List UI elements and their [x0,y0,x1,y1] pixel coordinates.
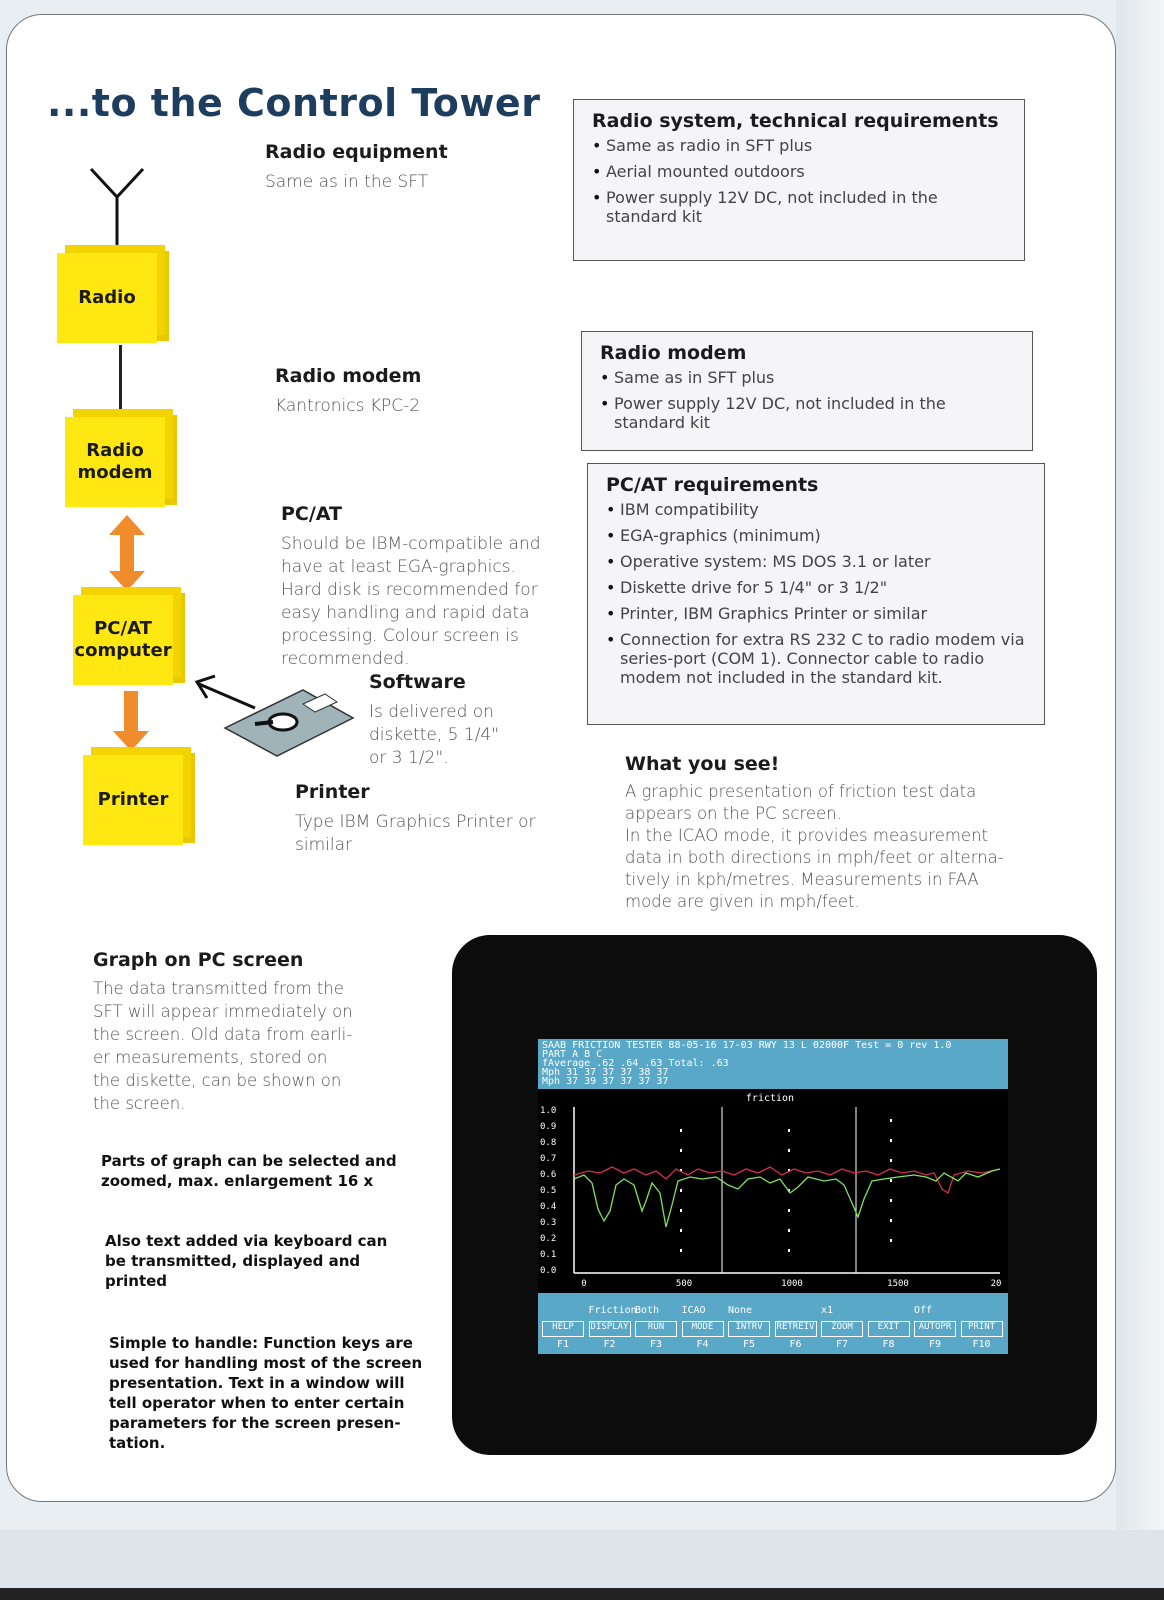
x-tick-label: 0 [581,1279,587,1289]
wys-line: A graphic presentation of friction test data [625,782,977,801]
radio-equipment-heading: Radio equipment [265,141,448,163]
pc-block-label-1: PC/AT [94,618,152,639]
pcat-req-item: • Printer, IBM Graphics Printer or similar [606,604,1026,623]
down-arrow-icon [111,691,151,753]
x-tick-label: 1000 [781,1279,803,1289]
pcat-line: recommended. [281,649,410,669]
function-key-state: x1 [821,1305,834,1316]
graph-line: the screen. Old data from earli- [93,1025,353,1044]
pc-screen [538,1039,1008,1354]
graph-text [93,977,353,1115]
y-tick-label: 0.0 [540,1266,557,1276]
function-key-state: None [728,1305,753,1316]
page-title: ...to the Control Tower [47,81,541,125]
pcat-line: Should be IBM-compatible and [281,534,541,554]
function-key-button[interactable]: RETREIV [775,1321,817,1337]
wys-line: data in both directions in mph/feet or alterna- [625,848,1004,867]
function-key-number: F3 [649,1339,663,1350]
y-tick-label: 0.8 [540,1138,557,1148]
function-key-button[interactable]: ZOOM [821,1321,863,1337]
function-key-button[interactable]: PRINT [961,1321,1003,1337]
note-line: tell operator when to enter certain [109,1394,405,1412]
pcat-req-item: • EGA-graphics (minimum) [606,526,1026,545]
pcat-req-item: • IBM compatibility [606,500,1026,519]
function-key-button[interactable]: INTRV [728,1321,770,1337]
screen-header-line: fAverage .62 .64 .63 Total: .63 [542,1058,729,1069]
function-key-button[interactable]: EXIT [868,1321,910,1337]
pc-block-label-2: computer [74,640,172,661]
function-key-button[interactable]: AUTOPR [914,1321,956,1337]
radio-system-item: • Aerial mounted outdoors [592,162,1006,181]
radio-block [57,253,157,343]
wys-line: tively in kph/metres. Measurements in FAA [625,870,979,889]
function-key-number: F6 [789,1339,802,1350]
printer-block-label: Printer [97,789,169,810]
pcat-line: processing. Colour screen is [281,626,519,646]
what-you-see-text [625,781,1004,913]
modem-block-label-2: modem [77,462,153,483]
pcat-requirements-heading: PC/AT requirements [606,474,819,496]
note-line: Parts of graph can be selected and [101,1152,397,1170]
software-text [369,701,499,770]
note-line: printed [105,1272,168,1290]
radio-equipment-text: Same as in the SFT [265,172,429,192]
note-line: be transmitted, displayed and [105,1252,361,1270]
function-key-state: Both [635,1305,660,1316]
function-key-number: F8 [882,1339,895,1350]
graph-line: the screen. [93,1094,186,1113]
y-tick-label: 0.1 [540,1250,557,1260]
y-tick-label: 1.0 [540,1106,557,1116]
screen-header-line: Mph 37 39 37 37 37 37 [542,1076,669,1087]
pcat-line: easy handling and rapid data [281,603,530,623]
radio-modem-heading: Radio modem [275,365,422,387]
screen-header-line: PART A B C [542,1049,603,1060]
note-line: tation. [109,1434,166,1452]
what-you-see-heading: What you see! [625,753,780,775]
note-keyboard [105,1231,387,1291]
radio-system-item: • Power supply 12V DC, not included in the standard kit [592,188,1006,226]
function-key-button[interactable]: DISPLAY [589,1321,631,1337]
note-line: Simple to handle: Function keys are [109,1334,413,1352]
radio-modem-item: • Same as in SFT plus [600,368,1014,387]
printer-line: similar [295,835,352,855]
pc-monitor [452,935,1097,1455]
radio-system-item: • Same as radio in SFT plus [592,136,1006,155]
software-heading: Software [369,671,466,693]
function-key-state: Friction [588,1305,637,1316]
y-tick-label: 0.7 [540,1154,557,1164]
software-line: diskette, 5 1/4" [369,725,500,745]
screen-header-line: SAAB FRICTION TESTER 88-05-16 17-03 RWY 13 L 02000F Test = 0 rev 1.0 [542,1040,952,1051]
pcat-line: Hard disk is recommended for [281,580,538,600]
pcat-heading: PC/AT [281,503,342,525]
function-key-state: Off [914,1305,933,1316]
note-function-keys [109,1333,422,1453]
graph-line: The data transmitted from the [93,979,344,998]
wys-line: appears on the PC screen. [625,804,842,823]
note-line: presentation. Text in a window will [109,1374,405,1392]
pcat-text [281,533,541,671]
screen-header [538,1039,1008,1089]
graph-line: er measurements, stored on [93,1048,328,1067]
function-key-number: F1 [556,1339,570,1350]
wys-line: mode are given in mph/feet. [625,892,860,911]
double-arrow-icon [105,513,149,593]
software-line: Is delivered on [369,702,494,722]
function-key-number: F5 [742,1339,756,1350]
function-key-number: F9 [928,1339,942,1350]
antenna-icon [87,165,147,265]
pcat-req-item: • Diskette drive for 5 1/4" or 3 1/2" [606,578,1026,597]
function-key-number: F7 [835,1339,849,1350]
printer-block [83,755,183,845]
radio-modem-box-heading: Radio modem [600,342,747,364]
radio-block-label: Radio [78,287,136,308]
graph-heading: Graph on PC screen [93,949,304,971]
radio-system-box [573,99,1025,261]
radio-system-heading: Radio system, technical requirements [592,110,999,132]
printer-line: Type IBM Graphics Printer or [295,812,536,832]
note-line: used for handling most of the screen [109,1354,423,1372]
y-tick-label: 0.4 [540,1202,557,1212]
function-key-number: F2 [603,1339,616,1350]
modem-block-label-1: Radio [86,440,144,461]
wys-line: In the ICAO mode, it provides measurement [625,826,989,845]
function-key-number: F10 [972,1339,991,1350]
plot-title: friction [745,1093,795,1104]
note-line: zoomed, max. enlargement 16 x [101,1172,374,1190]
screen-header-line: Mph 31 37 37 37 38 37 [542,1067,669,1078]
x-tick-label: 500 [675,1279,693,1289]
pcat-req-item: • Connection for extra RS 232 C to radio modem via series-port (COM 1). Connector cable to radio modem not included in the standard kit. [606,630,1026,687]
function-key-button[interactable]: HELP [542,1321,584,1337]
y-tick-label: 0.9 [540,1122,557,1132]
note-line: Also text added via keyboard can [105,1232,388,1250]
radio-modem-text: Kantronics KPC-2 [275,396,421,416]
diskette-icon [185,670,355,760]
note-zoom [101,1151,397,1191]
y-tick-label: 0.5 [540,1186,557,1196]
printer-heading: Printer [295,781,370,803]
pcat-requirements-box [587,463,1045,725]
radio-modem-block [65,417,165,507]
printer-text [295,811,536,857]
radio-modem-box [581,331,1033,451]
x-tick-label: 1500 [887,1279,909,1289]
function-key-button[interactable]: MODE [682,1321,724,1337]
page-bottom-edge [0,1588,1164,1600]
graph-line: the diskette, can be shown on [93,1071,342,1090]
software-line: or 3 1/2". [369,748,449,768]
function-key-button[interactable]: RUN [635,1321,677,1337]
function-key-state: ICAO [681,1305,706,1316]
pcat-block [73,595,173,685]
friction-graph [538,1089,1008,1293]
page-edge-strip [1116,0,1164,1600]
x-tick-label: 20 [990,1279,1002,1289]
y-tick-label: 0.2 [540,1234,557,1244]
radio-modem-item: • Power supply 12V DC, not included in the standard kit [600,394,1014,432]
y-tick-label: 0.3 [540,1218,557,1228]
function-key-number: F4 [696,1339,709,1350]
note-line: parameters for the screen presen- [109,1414,401,1432]
function-key-bar [538,1293,1008,1354]
graph-line: SFT will appear immediately on [93,1002,353,1021]
y-tick-label: 0.6 [540,1170,557,1180]
radio-wire [119,345,122,417]
pcat-req-item: • Operative system: MS DOS 3.1 or later [606,552,1026,571]
pcat-line: have at least EGA-graphics. [281,557,516,577]
